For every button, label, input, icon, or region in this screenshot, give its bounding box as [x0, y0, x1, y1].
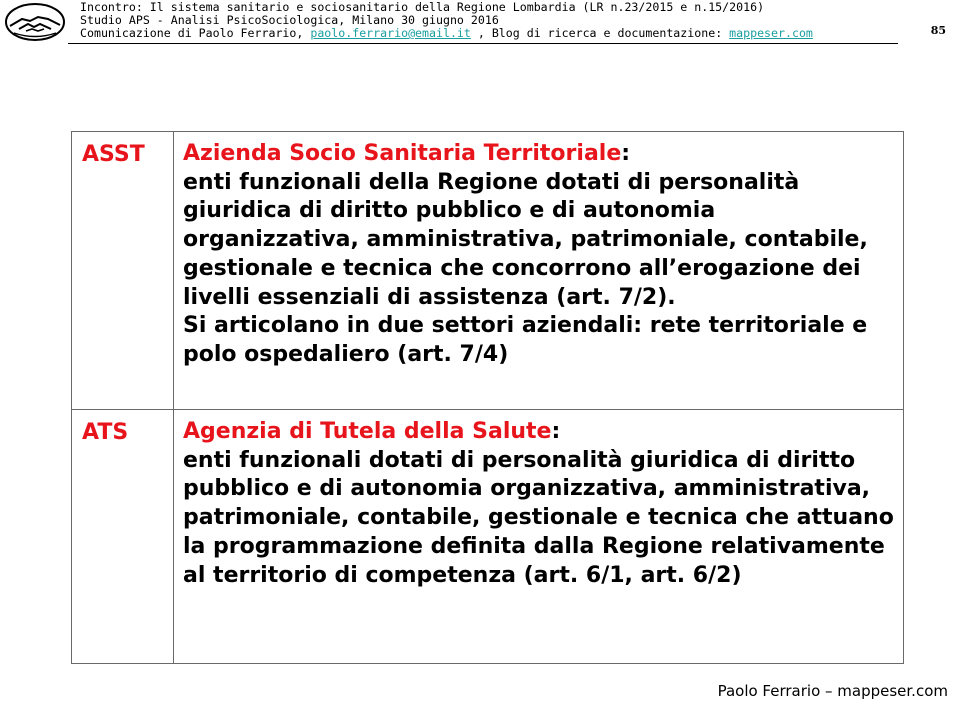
- header-text: [80, 1, 813, 40]
- acronym-ats: ATS: [72, 410, 174, 664]
- term-colon: :: [621, 141, 631, 166]
- header-line-studio: Studio APS - Analisi PsicoSociologica, Milano 30 giugno 2016: [80, 13, 499, 27]
- table-row-ats: [72, 410, 904, 664]
- definitions-table: [71, 131, 904, 664]
- blog-label: , Blog di ricerca e documentazione:: [470, 26, 730, 40]
- website-link[interactable]: mappeser.com: [729, 26, 813, 40]
- term-asst: Azienda Socio Sanitaria Territoriale: [183, 141, 622, 166]
- header: [0, 0, 960, 46]
- definition-text-ats: enti funzionali dotati di personalità giuridica di diritto pubblico e di autonomia organizzativa, amministrativa, patrimoniale, contabile, gestionale e tecnica che attuano la programmazione definita dalla Regione relativamente al territorio di competenza (art. 6/1, art. 6/2): [183, 447, 894, 588]
- footer-credit: Paolo Ferrario – mappeser.com: [717, 682, 948, 700]
- sectors-text-asst: Si articolano in due settori aziendali: rete territoriale e polo ospedaliero (art. 7/4): [183, 313, 868, 367]
- header-line-contact: [80, 27, 813, 40]
- definition-ats: [174, 410, 904, 664]
- acronym-asst: ASST: [72, 132, 174, 410]
- email-link[interactable]: paolo.ferrario@email.it: [310, 26, 471, 40]
- table-row-asst: [72, 132, 904, 410]
- definition-text-asst: enti funzionali della Regione dotati di personalità giuridica di diritto pubblico e di autonomia organizzativa, amministrativa, patrimoniale, contabile, gestionale e tecnica che concorrono all’erogazione dei livelli essenziali di assistenza (art. 7/2).: [183, 169, 868, 310]
- term-colon: :: [551, 419, 561, 444]
- page-number: 85: [930, 24, 946, 37]
- definition-asst: [174, 132, 904, 410]
- term-ats: Agenzia di Tutela della Salute: [183, 419, 552, 444]
- handshake-logo-icon: [4, 2, 66, 42]
- header-divider: [68, 43, 898, 44]
- header-line-event: Incontro: Il sistema sanitario e sociosanitario della Regione Lombardia (LR n.23/2015 e n.15/2016): [80, 0, 765, 14]
- contact-prefix: Comunicazione di Paolo Ferrario,: [80, 26, 311, 40]
